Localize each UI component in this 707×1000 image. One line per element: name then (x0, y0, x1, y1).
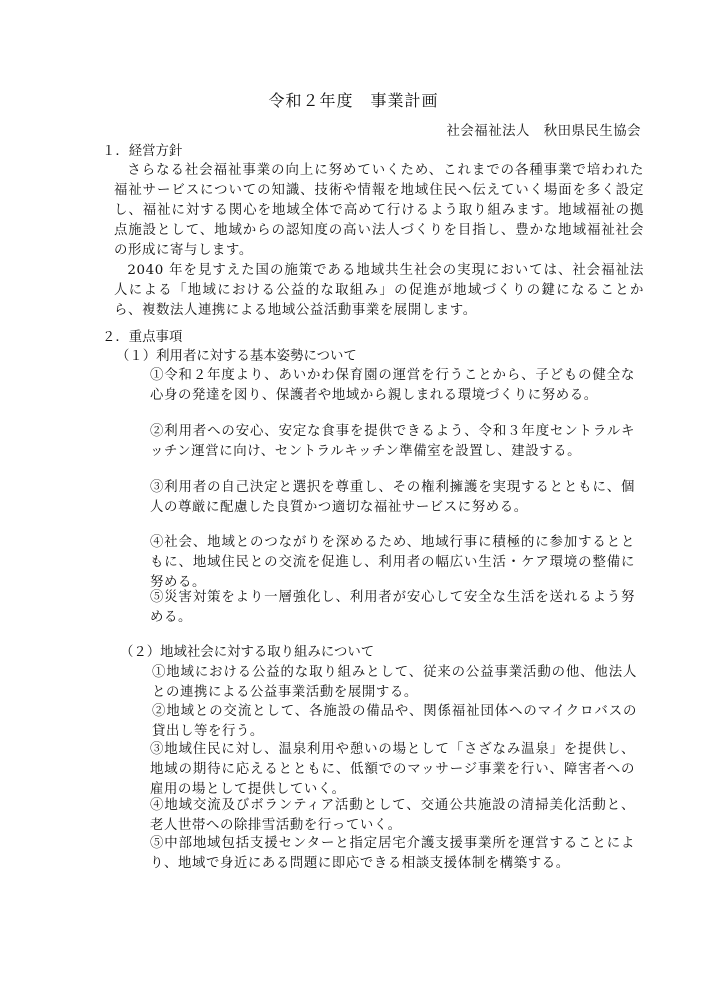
item-number: ① (150, 368, 165, 383)
item-text: 地域における公益的な取り組みとして、従来の公益事業活動の他、他法人との連携による公益事業活動を展開する。 (152, 665, 637, 700)
item-number: ② (150, 424, 165, 439)
users-item-4 (150, 533, 635, 593)
community-item-2 (152, 702, 637, 742)
item-text: 利用者への安心、安定な食事を提供できるよう、令和３年度セントラルキッチン運営に向け、セントラルキッチン準備室を設置し、建設する。 (150, 424, 635, 459)
users-item-2 (150, 422, 635, 462)
subsection-heading-users: （１）利用者に対する基本姿勢について (116, 349, 357, 364)
item-number: ⑤ (150, 590, 165, 605)
community-item-3 (150, 740, 635, 800)
section-heading-priorities: ２．重点事項 (102, 330, 183, 345)
item-number: ② (152, 704, 167, 719)
users-item-3 (150, 478, 635, 518)
item-number: ④ (150, 798, 165, 813)
document-title: 令和２年度 事業計画 (268, 91, 439, 110)
policy-paragraph-2: 2040 年を見すえた国の施策である地域共生社会の実現においては、社会福祉法人による「地域における公益的な取組み」の促進が地域づくりの鍵になることから、複数法人連携による地域公益活動事業を展開します。 (114, 263, 644, 318)
users-item-1 (150, 366, 635, 406)
subsection-heading-community: （２）地域社会に対する取り組みについて (120, 645, 375, 660)
policy-paragraph-1: さらなる社会福祉事業の向上に努めていくため、これまでの各種事業で培われた福祉サービスについての知識、技術や情報を地域住民へ伝えていく場面を多く設定し、福祉に対する関心を地域全体で高めて行けるよう取り組みます。地域福祉の拠点施設として、地域からの認知度の高い法人づくりを目指し、豊かな地域福祉社会の形成に寄与します。 (114, 163, 644, 258)
item-text: 利用者の自己決定と選択を尊重し、その権利擁護を実現するとともに、個人の尊厳に配慮した良質かつ適切な福祉サービスに努める。 (150, 480, 635, 515)
item-text: 地域交流及びボランティア活動として、交通公共施設の清掃美化活動と、老人世帯への除排雪活動を行っていく。 (150, 798, 635, 833)
item-text: 地域住民に対し、温泉利用や憩いの場として「さざなみ温泉」を提供し、地域の期待に応えるとともに、低額でのマッサージ事業を行い、障害者への雇用の場として提供していく。 (150, 742, 635, 797)
item-number: ④ (150, 535, 165, 550)
community-item-5 (150, 834, 635, 874)
organization-name: 社会福祉法人 秋田県民生協会 (446, 124, 641, 139)
policy-paragraphs (114, 161, 644, 321)
item-text: 地域との交流として、各施設の備品や、関係福祉団体へのマイクロバスの貸出し等を行う。 (152, 704, 637, 739)
community-item-4 (150, 796, 635, 836)
item-number: ③ (150, 480, 165, 495)
item-number: ⑤ (150, 836, 165, 851)
item-text: 令和２年度より、あいかわ保育園の運営を行うことから、子どもの健全な心身の発達を図り、保護者や地域から親しまれる環境づくりに努める。 (150, 368, 635, 403)
section-heading-policy: １．経営方針 (102, 144, 183, 159)
item-text: 災害対策をより一層強化し、利用者が安心して安全な生活を送れるよう努める。 (150, 590, 635, 625)
users-item-5 (150, 588, 635, 628)
item-number: ③ (150, 742, 165, 757)
item-text: 中部地域包括支援センターと指定居宅介護支援事業所を運営することにより、地域で身近にある問題に即応できる相談支援体制を構築する。 (150, 836, 635, 871)
community-item-1 (152, 663, 637, 703)
item-number: ① (152, 665, 167, 680)
item-text: 社会、地域とのつながりを深めるため、地域行事に積極的に参加するとともに、地域住民との交流を促進し、利用者の幅広い生活・ケア環境の整備に努める。 (150, 535, 635, 590)
